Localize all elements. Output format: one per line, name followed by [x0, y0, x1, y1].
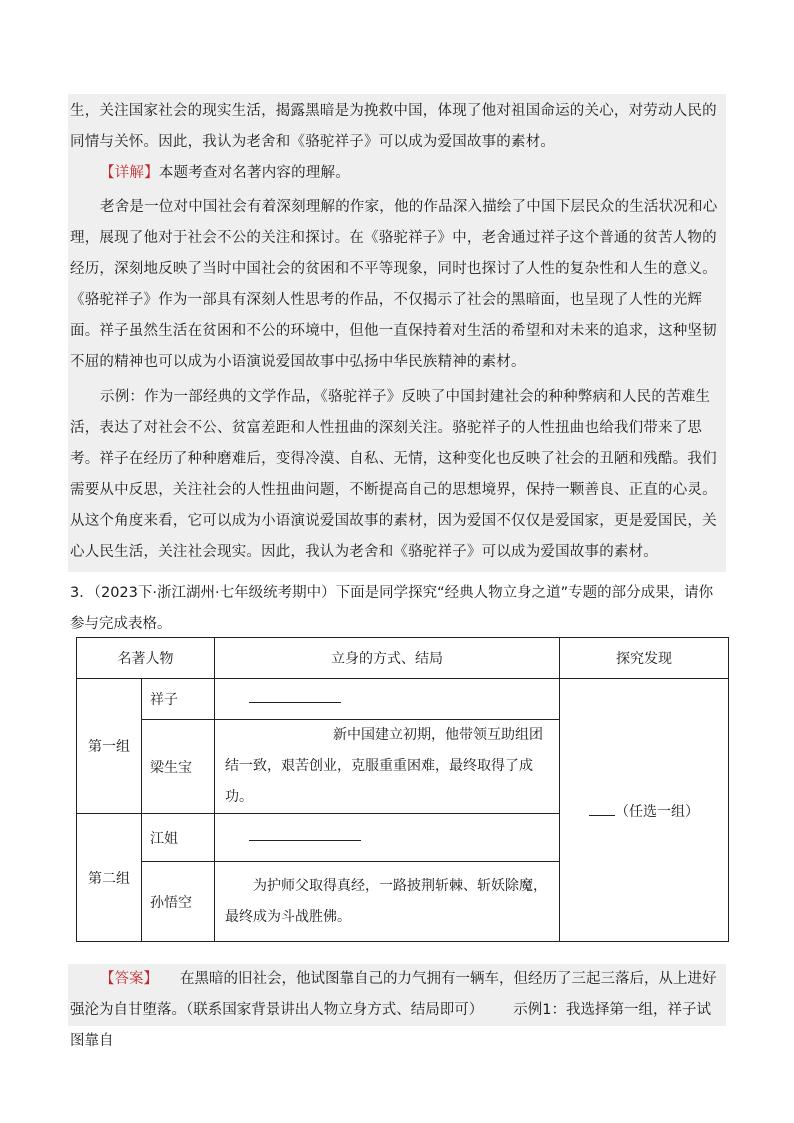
finding-cell — [560, 679, 729, 942]
paragraph-4: 示例：作为一部经典的文学作品，《骆驼祥子》反映了中国封建社会的种种弊病和人民的苦难生活，表达了对社会不公、贫富差距和人性扭曲的深刻关注。骆驼祥子的人性扭曲也给我们带来了思考。祥子在经历了种种磨难后，变得冷漠、自私、无情，这种变化也反映了社会的丑陋和残酷。我们需要从中反思，关注社会的人性扭曲问题，不断提高自己的思想境界，保持一颗善良、正直的心灵。从这个角度来看，它可以成为小语演说爱国故事的素材，因为爱国不仅仅是爱国家，更是爱国民，关心人民生活，关注社会现实。因此，我认为老舍和《骆驼祥子》可以成为爱国故事的素材。 — [70, 389, 717, 560]
finding-note: （任选一组） — [615, 804, 699, 820]
name-xiangzi: 祥子 — [142, 679, 215, 720]
group-1-label: 第一组 — [77, 679, 142, 814]
character-table — [76, 637, 729, 942]
paragraph-3: 老舍是一位对中国社会有着深刻理解的作家，他的作品深入描绘了中国下层民众的生活状况和心理，展现了他对于社会不公的关注和探讨。在《骆驼祥子》中，老舍通过祥子这个普通的贫苦人物的经历，深刻地反映了当时中国社会的贫困和不平等现象，同时也探讨了人性的复杂性和人生的意义。《骆驼祥子》作为一部具有深刻人性思考的作品，不仅揭示了社会的黑暗面，也呈现了人性的光辉面。祥子虽然生活在贫困和不公的环境中，但他一直保持着对生活的希望和对未来的追求，这种坚韧不屈的精神也可以成为小语演说爱国故事中弘扬中华民族精神的素材。 — [70, 199, 718, 370]
answer-text-2: 示例1：我选择第一组，祥子试图靠自 — [70, 1002, 711, 1049]
name-sunwukong: 孙悟空 — [142, 862, 215, 942]
detail-tag: 【详解】 — [100, 165, 159, 181]
answer-tag: 【答案】 — [100, 971, 158, 987]
blank-xiangzi[interactable] — [249, 686, 341, 703]
header-method: 立身的方式、结局 — [215, 638, 560, 679]
desc-sunwukong: 为护师父取得真经，一路披荆斩棘、斩妖除魔，最终成为斗战胜佛。 — [215, 862, 560, 942]
detail-text: 本题考查对名著内容的理解。 — [158, 165, 350, 181]
answer-text-1: 在黑暗的旧社会，他试图靠自己的力气拥有一辆车，但经历了三起三落后，从上进好强沦为自甘堕落。（联系国家背景讲出人物立身方式、结局即可） — [70, 971, 717, 1018]
question-3: 3．（2023下·浙江湖州·七年级统考期中）下面是同学探究“经典人物立身之道”专题的部分成果，请你参与完成表格。 — [70, 585, 714, 632]
blank-jiangjie[interactable] — [249, 824, 361, 841]
group-2-label: 第二组 — [77, 814, 142, 942]
paragraph-1: 生，关注国家社会的现实生活，揭露黑暗是为挽救中国，体现了他对祖国命运的关心，对劳动人民的同情与关怀。因此，我认为老舍和《骆驼祥子》可以成为爱国故事的素材。 — [70, 103, 717, 150]
paragraph-2 — [70, 158, 724, 189]
desc-liangshengbao: 新中国建立初期，他带领互助组团结一致，艰苦创业，克服重重困难，最终取得了成功。 — [215, 720, 560, 814]
blank-finding[interactable] — [589, 799, 615, 816]
blank-xiangzi-cell — [215, 679, 560, 720]
table-header-row — [77, 638, 729, 679]
name-jiangjie: 江姐 — [142, 814, 215, 862]
answer-block — [68, 964, 726, 1049]
blank-jiangjie-cell — [215, 814, 560, 862]
name-liangshengbao: 梁生宝 — [142, 720, 215, 814]
header-character: 名著人物 — [77, 638, 215, 679]
header-finding: 探究发现 — [560, 638, 729, 679]
table-row — [77, 679, 729, 720]
